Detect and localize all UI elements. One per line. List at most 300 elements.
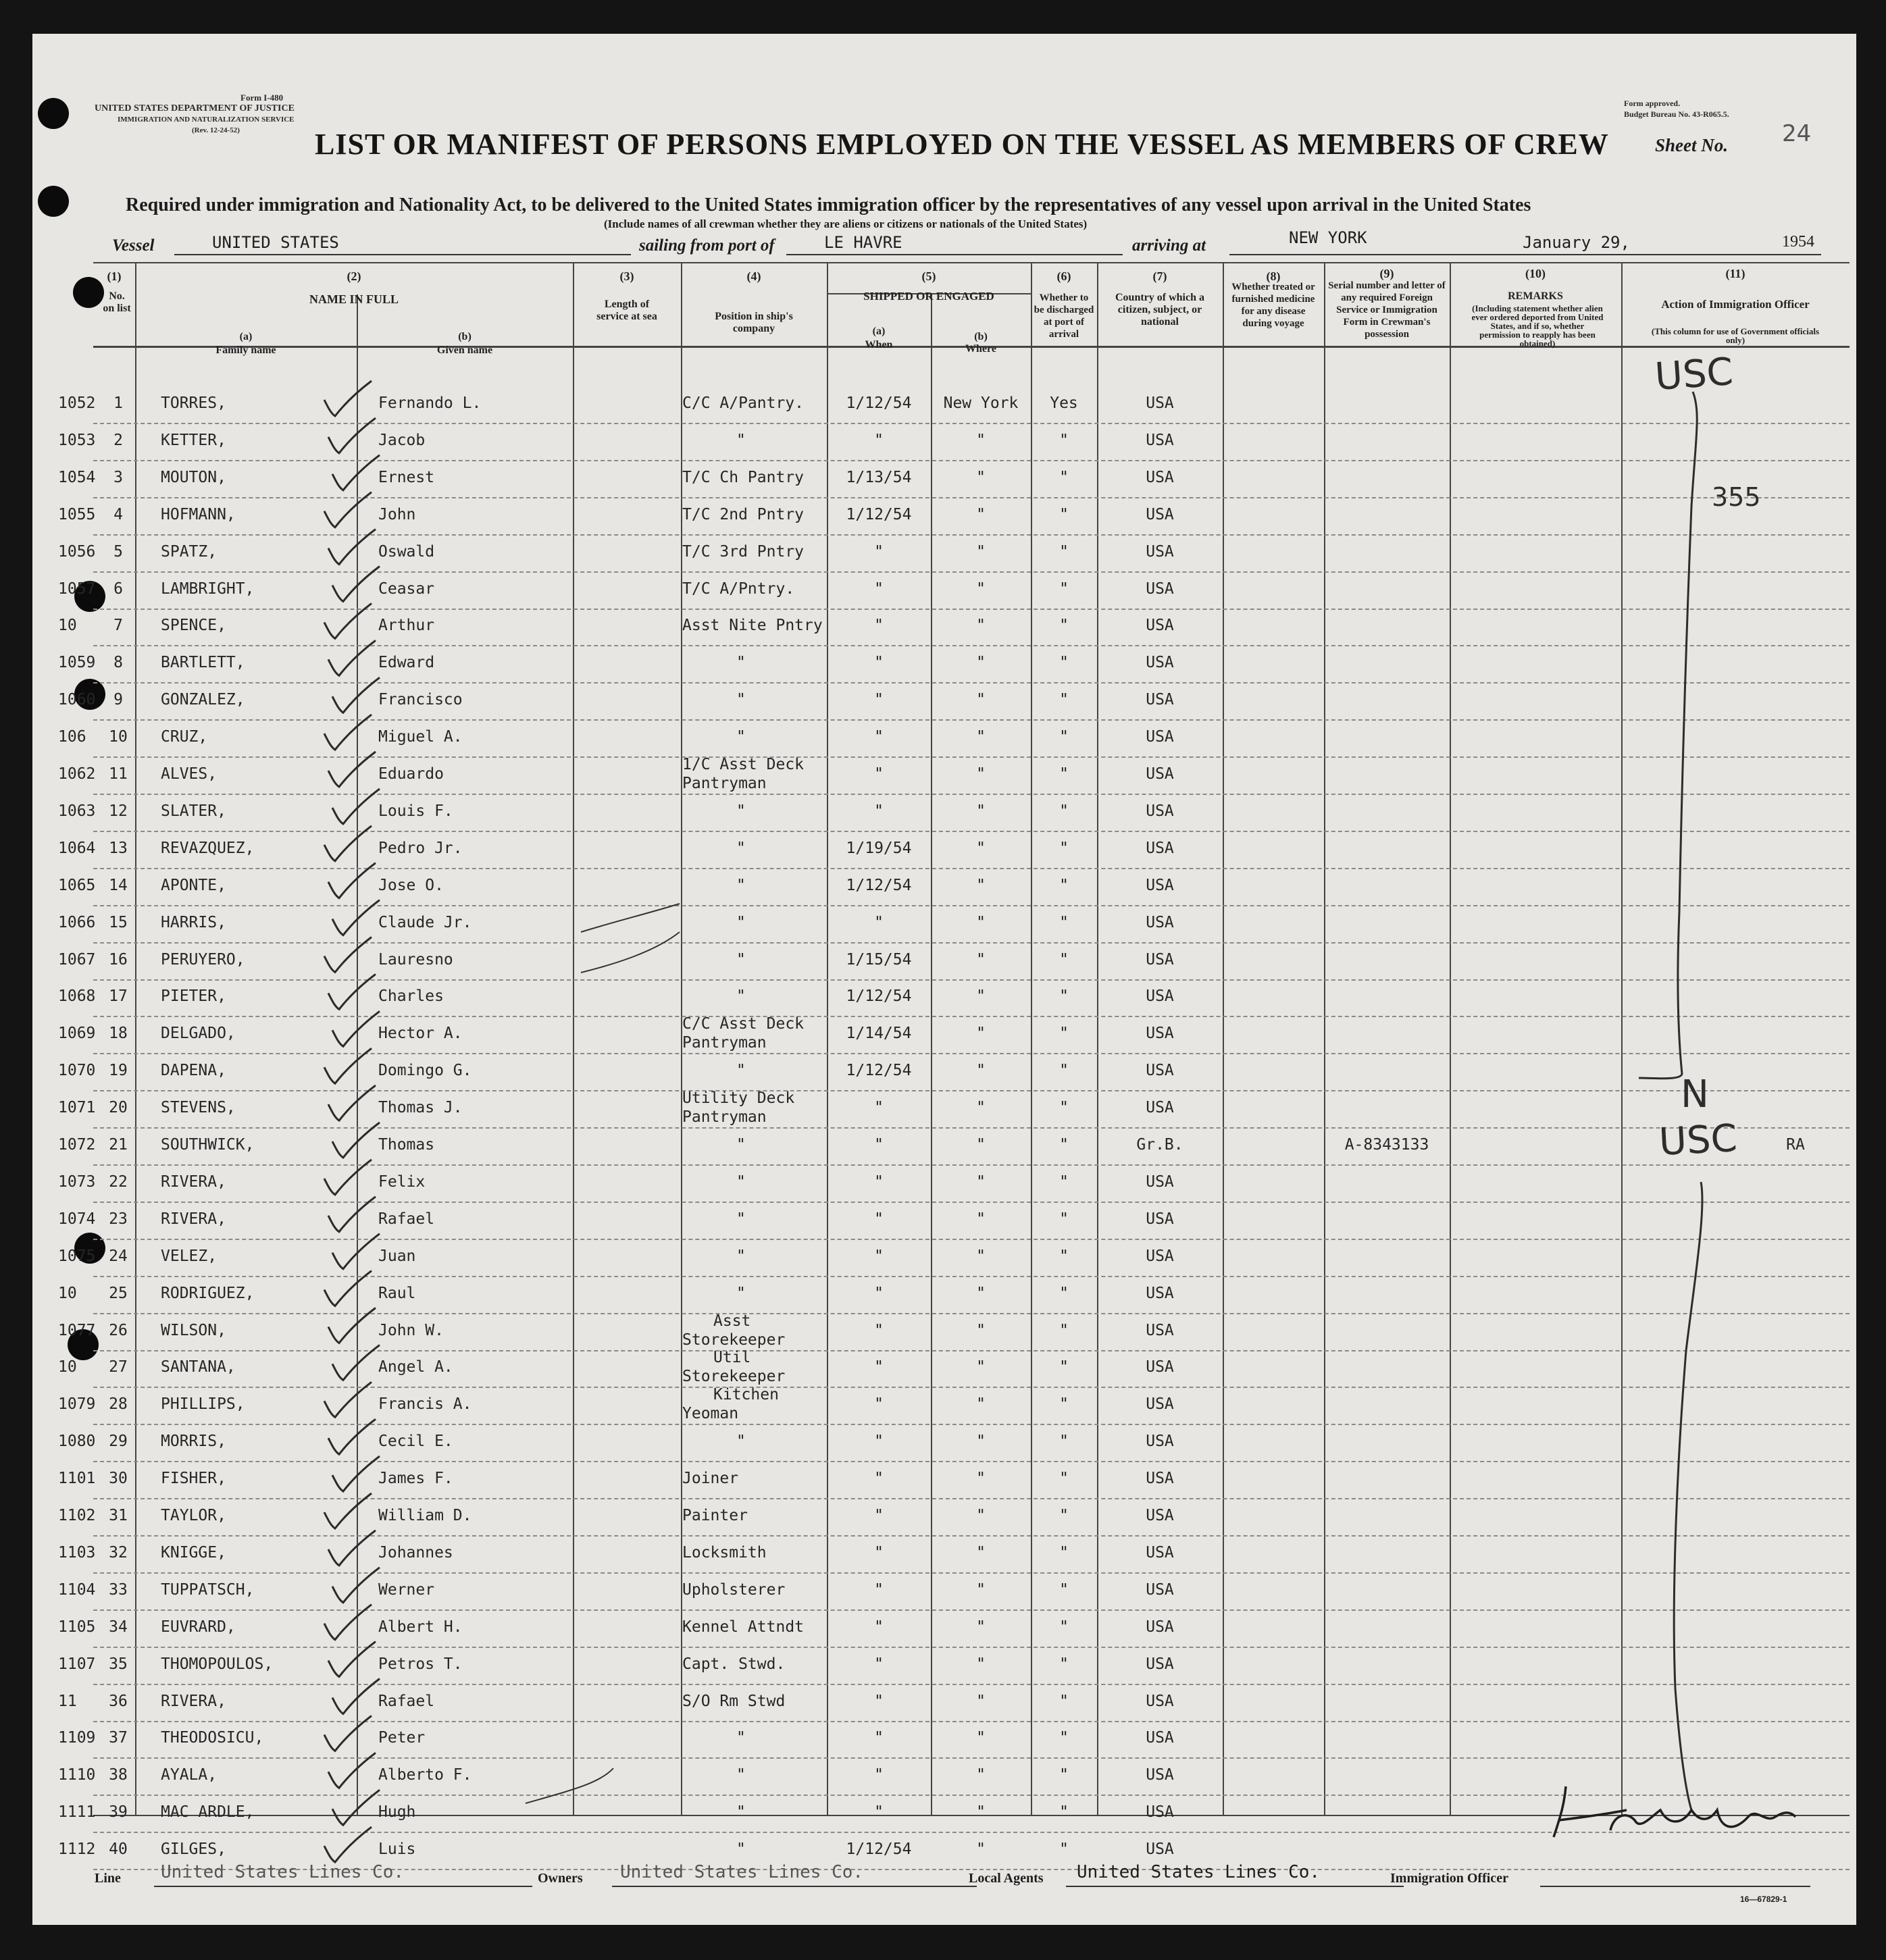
cell-ref: 1053 — [58, 431, 96, 449]
cell-family: SANTANA, — [161, 1358, 236, 1376]
cell-discharge: " — [1059, 1025, 1069, 1043]
cell-given: Oswald — [378, 542, 435, 561]
cell-country: USA — [1146, 617, 1174, 635]
cell-ref: 1104 — [58, 1580, 96, 1599]
cell-where: " — [976, 617, 986, 635]
check-mark — [324, 1160, 372, 1195]
cell-discharge: " — [1059, 691, 1069, 709]
cell-position: Painter — [682, 1507, 748, 1524]
cell-family: TORRES, — [161, 394, 226, 412]
arriving-label: arriving at — [1132, 236, 1206, 255]
col2-header: NAME IN FULL — [309, 292, 399, 306]
cell-position: " — [736, 913, 746, 931]
cell-position: " — [736, 1210, 746, 1228]
cell-country: USA — [1146, 950, 1174, 969]
cell-where: " — [976, 579, 986, 598]
cell-when: " — [874, 1766, 884, 1784]
cell-when: " — [874, 765, 884, 783]
cell-given: William D. — [378, 1507, 472, 1524]
cell-ref: 1102 — [58, 1507, 96, 1524]
cell-ref: 1059 — [58, 654, 96, 672]
cell-position: " — [736, 728, 746, 746]
cell-no: 17 — [109, 987, 128, 1006]
cell-when: " — [874, 1803, 884, 1822]
col8-header: Whether treated or furnished medicine for any disease during voyage — [1231, 282, 1315, 329]
cell-family: REVAZQUEZ, — [161, 839, 255, 857]
cell-discharge: " — [1059, 1062, 1069, 1080]
check-mark — [328, 1530, 376, 1566]
cell-where: " — [976, 1840, 986, 1859]
cell-no: 23 — [109, 1210, 128, 1228]
cell-given: Petros T. — [378, 1655, 463, 1673]
cell-no: 7 — [113, 617, 123, 635]
cell-family: DAPENA, — [161, 1062, 226, 1080]
cell-position: " — [736, 876, 746, 894]
cell-no: 2 — [113, 431, 123, 449]
cell-ref: 1072 — [58, 1136, 96, 1154]
check-mark — [324, 1716, 372, 1751]
cell-when: 1/14/54 — [846, 1025, 912, 1043]
check-mark — [328, 1197, 376, 1232]
cell-where: " — [976, 1803, 986, 1822]
cell-ref: 1101 — [58, 1470, 96, 1488]
cell-no: 40 — [109, 1840, 128, 1859]
cell-position: T/C A/Pntry. — [682, 579, 795, 598]
cell-when: " — [874, 1247, 884, 1265]
cell-position: Capt. Stwd. — [682, 1655, 786, 1673]
cell-no: 37 — [109, 1729, 128, 1747]
cell-country: USA — [1146, 1284, 1174, 1302]
cell-ref: 1075 — [58, 1247, 96, 1265]
cell-when: " — [874, 1543, 884, 1562]
cell-family: AYALA, — [161, 1766, 218, 1784]
check-mark — [328, 1085, 376, 1120]
cell-ref: 11 — [58, 1692, 77, 1710]
cell-country: Gr.B. — [1136, 1136, 1183, 1154]
cell-discharge: " — [1059, 468, 1069, 486]
cell-family: ALVES, — [161, 765, 218, 783]
cell-ref: 1110 — [58, 1766, 96, 1784]
cell-family: LAMBRIGHT, — [161, 579, 255, 598]
cell-given: Angel A. — [378, 1358, 453, 1376]
cell-when: " — [874, 579, 884, 598]
check-mark — [332, 1345, 380, 1380]
check-mark — [332, 900, 380, 935]
cell-no: 9 — [113, 691, 123, 709]
cell-ref: 1073 — [58, 1172, 96, 1191]
cell-no: 13 — [109, 839, 128, 857]
sailing-label: sailing from port of — [639, 236, 775, 255]
cell-given: Louis F. — [378, 802, 453, 820]
cell-when: " — [874, 654, 884, 672]
cell-where: " — [976, 1210, 986, 1228]
cell-country: USA — [1146, 468, 1174, 486]
departure-port: LE HAVRE — [824, 233, 902, 252]
cell-no: 27 — [109, 1358, 128, 1376]
check-mark — [324, 603, 372, 638]
cell-position: " — [736, 431, 746, 449]
cell-given: Fernando L. — [378, 394, 482, 412]
cell-family: WILSON, — [161, 1321, 226, 1339]
col1-header: No. on list — [103, 290, 131, 314]
cell-given: Cecil E. — [378, 1433, 453, 1451]
cell-position: " — [736, 1284, 746, 1302]
check-mark — [328, 1308, 376, 1343]
cell-where: " — [976, 691, 986, 709]
cell-when: " — [874, 1172, 884, 1191]
cell-discharge: " — [1059, 579, 1069, 598]
sheet-number: 24 — [1782, 120, 1812, 147]
owners-company: United States Lines Co. — [620, 1862, 864, 1882]
cell-family: THOMOPOULOS, — [161, 1655, 274, 1673]
cell-country: USA — [1146, 1321, 1174, 1339]
cell-when: 1/12/54 — [846, 987, 912, 1006]
cell-where: " — [976, 1729, 986, 1747]
cell-family: MORRIS, — [161, 1433, 226, 1451]
cell-discharge: " — [1059, 1470, 1069, 1488]
cell-family: SPATZ, — [161, 542, 218, 561]
cell-where: " — [976, 1618, 986, 1636]
cell-no: 18 — [109, 1025, 128, 1043]
check-mark — [324, 937, 372, 973]
cell-ref: 1067 — [58, 950, 96, 969]
check-mark — [324, 1605, 372, 1640]
cell-ref: 1068 — [58, 987, 96, 1006]
cell-no: 35 — [109, 1655, 128, 1673]
cell-discharge: " — [1059, 950, 1069, 969]
cell-ref: 1069 — [58, 1025, 96, 1043]
cell-discharge: " — [1059, 1321, 1069, 1339]
cell-given: Juan — [378, 1247, 416, 1265]
vessel-label: Vessel — [112, 236, 155, 255]
cell-where: " — [976, 1321, 986, 1339]
cell-family: RIVERA, — [161, 1172, 226, 1191]
cell-family: RODRIGUEZ, — [161, 1284, 255, 1302]
cell-discharge: " — [1059, 431, 1069, 449]
cell-discharge: " — [1059, 1395, 1069, 1414]
cell-family: TUPPATSCH, — [161, 1580, 255, 1599]
cell-no: 29 — [109, 1433, 128, 1451]
col11-header: Action of Immigration Officer — [1661, 298, 1810, 311]
handwriting-overlay — [32, 34, 1856, 1925]
check-mark — [332, 1456, 380, 1491]
cell-family: MOUTON, — [161, 468, 226, 486]
cell-no: 8 — [113, 654, 123, 672]
check-mark — [332, 1011, 380, 1046]
cell-country: USA — [1146, 1655, 1174, 1673]
cell-country: USA — [1146, 1580, 1174, 1599]
cell-where: " — [976, 1580, 986, 1599]
cell-when: 1/12/54 — [846, 394, 912, 412]
check-mark — [324, 826, 372, 861]
cell-no: 4 — [113, 505, 123, 523]
cell-discharge: " — [1059, 1136, 1069, 1154]
cell-ref: 1103 — [58, 1543, 96, 1562]
cell-given: Ernest — [378, 468, 435, 486]
cell-no: 15 — [109, 913, 128, 931]
cell-given: Luis — [378, 1840, 416, 1859]
cell-discharge: " — [1059, 1766, 1069, 1784]
cell-given: Werner — [378, 1580, 435, 1599]
manifest-page — [32, 34, 1856, 1925]
cell-ref: 1105 — [58, 1618, 96, 1636]
cell-when: " — [874, 1321, 884, 1339]
cell-where: " — [976, 1062, 986, 1080]
cell-no: 6 — [113, 579, 123, 598]
cell-given: Rafael — [378, 1692, 435, 1710]
cell-when: " — [874, 1284, 884, 1302]
col1-number: (1) — [107, 269, 122, 283]
cell-ref: 1056 — [58, 542, 96, 561]
check-mark — [328, 1419, 376, 1454]
action-count: 355 — [1712, 482, 1761, 512]
cell-country: USA — [1146, 431, 1174, 449]
check-mark — [328, 530, 376, 565]
check-mark — [332, 1123, 380, 1158]
cell-discharge: " — [1059, 505, 1069, 523]
cell-position: " — [736, 1172, 746, 1191]
cell-position: " — [736, 1062, 746, 1080]
cell-given: Rafael — [378, 1210, 435, 1228]
cell-discharge: " — [1059, 1507, 1069, 1524]
cell-where: " — [976, 765, 986, 783]
cell-given: Thomas — [378, 1136, 435, 1154]
cell-given: Charles — [378, 987, 444, 1006]
cell-given: John — [378, 505, 416, 523]
cell-position: C/C A/Pantry. — [682, 394, 805, 412]
check-mark — [328, 752, 376, 787]
form-approved: Form approved. — [1624, 99, 1681, 108]
cell-position-line: Storekeeper — [682, 1368, 786, 1386]
line-company: United States Lines Co. — [161, 1862, 405, 1882]
check-mark — [332, 1790, 380, 1825]
cell-ref: 1054 — [58, 468, 96, 486]
cell-given: Raul — [378, 1284, 416, 1302]
col2b-letter: (b) — [458, 331, 472, 342]
cell-where: " — [976, 505, 986, 523]
cell-where: " — [976, 1395, 986, 1414]
cell-ref: 10 — [58, 1358, 77, 1376]
cell-where: " — [976, 654, 986, 672]
cell-ref: 1064 — [58, 839, 96, 857]
cell-discharge: " — [1059, 1618, 1069, 1636]
cell-given: Alberto F. — [378, 1766, 472, 1784]
cell-discharge: " — [1059, 1692, 1069, 1710]
cell-when: " — [874, 1507, 884, 1524]
agents-label: Local Agents — [969, 1871, 1044, 1886]
cell-family: GONZALEZ, — [161, 691, 245, 709]
check-mark — [332, 1234, 380, 1269]
cell-given: Jose O. — [378, 876, 444, 894]
cell-action: RA — [1786, 1136, 1805, 1154]
cell-no: 31 — [109, 1507, 128, 1524]
col10-number: (10) — [1525, 267, 1546, 280]
cell-position-line: Util — [713, 1349, 751, 1367]
requirement-statement: Required under immigration and Nationality Act, to be delivered to the United States immigration officer by the representatives of any vessel upon arrival in the United States — [126, 195, 1531, 215]
cell-family: TAYLOR, — [161, 1507, 226, 1524]
cell-given: Ceasar — [378, 579, 435, 598]
check-mark — [332, 455, 380, 490]
check-mark — [328, 863, 376, 898]
cell-position: S/O Rm Stwd — [682, 1692, 786, 1710]
col2b-header: Given name — [436, 344, 493, 356]
col6-number: (6) — [1056, 269, 1071, 283]
cell-ref: 1111 — [58, 1803, 96, 1822]
col8-number: (8) — [1266, 269, 1281, 283]
cell-position-line: Yeoman — [682, 1405, 739, 1423]
cell-ref: 106 — [58, 728, 86, 746]
cell-ref: 1112 — [58, 1840, 96, 1859]
cell-no: 11 — [109, 765, 128, 783]
cell-when: " — [874, 728, 884, 746]
cell-where: " — [976, 1358, 986, 1376]
cell-discharge: " — [1059, 617, 1069, 635]
cell-serial: A-8343133 — [1344, 1136, 1429, 1154]
cell-when: " — [874, 617, 884, 635]
cell-discharge: " — [1059, 1099, 1069, 1117]
cell-family: DELGADO, — [161, 1025, 236, 1043]
cell-discharge: Yes — [1050, 394, 1078, 412]
cell-where: " — [976, 802, 986, 820]
cell-given: Domingo G. — [378, 1062, 472, 1080]
cell-given: Peter — [378, 1729, 426, 1747]
cell-no: 10 — [109, 728, 128, 746]
check-mark — [324, 715, 372, 750]
cell-where: " — [976, 950, 986, 969]
cell-ref: 10 — [58, 617, 77, 635]
cell-country: USA — [1146, 876, 1174, 894]
cell-given: Albert H. — [378, 1618, 463, 1636]
col5-title: SHIPPED OR ENGAGED — [863, 290, 994, 303]
cell-no: 24 — [109, 1247, 128, 1265]
cell-ref: 1057 — [58, 579, 96, 598]
check-mark — [324, 381, 372, 416]
cell-no: 30 — [109, 1470, 128, 1488]
cell-where: " — [976, 468, 986, 486]
cell-family: MAC ARDLE, — [161, 1803, 255, 1822]
action-usc-1: USC — [1653, 350, 1735, 399]
bracket-line — [1639, 392, 1697, 1079]
cell-country: USA — [1146, 654, 1174, 672]
col5b-header: Where — [965, 343, 996, 355]
cell-country: USA — [1146, 1766, 1174, 1784]
cell-ref: 1109 — [58, 1729, 96, 1747]
check-mark — [328, 418, 376, 453]
cell-family: CRUZ, — [161, 728, 208, 746]
cell-country: USA — [1146, 505, 1174, 523]
cell-no: 28 — [109, 1395, 128, 1414]
cell-family: RIVERA, — [161, 1692, 226, 1710]
cell-country: USA — [1146, 1247, 1174, 1265]
check-mark — [332, 1679, 380, 1714]
cell-ref: 1063 — [58, 802, 96, 820]
form-number: Form I-480 — [240, 93, 284, 103]
cell-when: " — [874, 802, 884, 820]
cell-position: " — [736, 1840, 746, 1859]
cell-when: 1/12/54 — [846, 1062, 912, 1080]
cell-when: " — [874, 1395, 884, 1414]
col2-number: (2) — [347, 269, 361, 283]
col5a-header: When — [865, 339, 893, 351]
col5a-letter: (a) — [872, 326, 886, 337]
cell-family: PIETER, — [161, 987, 226, 1006]
cell-where: " — [976, 1507, 986, 1524]
cell-position: " — [736, 1803, 746, 1822]
cell-ref: 1074 — [58, 1210, 96, 1228]
cell-country: USA — [1146, 1099, 1174, 1117]
col9-header: Serial number and letter of any required Foreign Service or Immigration Form in Crewman's possession — [1328, 280, 1446, 340]
cell-discharge: " — [1059, 542, 1069, 561]
cell-country: USA — [1146, 394, 1174, 412]
cell-given: Edward — [378, 654, 435, 672]
cell-no: 21 — [109, 1136, 128, 1154]
cell-position-line: Storekeeper — [682, 1331, 786, 1349]
check-mark — [332, 677, 380, 713]
cell-position: Upholsterer — [682, 1580, 786, 1599]
cell-no: 14 — [109, 876, 128, 894]
cell-where: " — [976, 542, 986, 561]
cell-ref: 1066 — [58, 913, 96, 931]
cell-ref: 1080 — [58, 1433, 96, 1451]
owners-label: Owners — [538, 1871, 583, 1886]
cell-when: " — [874, 1729, 884, 1747]
cell-family: APONTE, — [161, 876, 226, 894]
cell-country: USA — [1146, 1025, 1174, 1043]
col6-header: Whether to be discharged at port of arrival — [1034, 292, 1094, 340]
cell-position: Locksmith — [682, 1543, 767, 1562]
cell-ref: 1070 — [58, 1062, 96, 1080]
cell-no: 32 — [109, 1543, 128, 1562]
check-mark — [332, 1568, 380, 1603]
cell-given: John W. — [378, 1321, 444, 1339]
cell-discharge: " — [1059, 728, 1069, 746]
cell-no: 19 — [109, 1062, 128, 1080]
bracket-line — [1674, 1182, 1702, 1810]
cell-discharge: " — [1059, 1543, 1069, 1562]
cell-discharge: " — [1059, 1655, 1069, 1673]
cell-when: " — [874, 431, 884, 449]
cell-position: " — [736, 1433, 746, 1451]
col5b-letter: (b) — [974, 331, 988, 342]
cell-where: " — [976, 431, 986, 449]
cell-country: USA — [1146, 1358, 1174, 1376]
cell-given: Lauresno — [378, 950, 453, 969]
cell-discharge: " — [1059, 802, 1069, 820]
year-prefix: 195 — [1782, 233, 1806, 251]
cell-given: Thomas J. — [378, 1099, 463, 1117]
cell-no: 34 — [109, 1618, 128, 1636]
col4-header: Position in ship's company — [715, 311, 793, 334]
cell-position-line: 1/C Asst Deck — [682, 756, 805, 773]
cell-discharge: " — [1059, 1580, 1069, 1599]
cell-given: Francis A. — [378, 1395, 472, 1414]
cell-given: Arthur — [378, 617, 435, 635]
cell-discharge: " — [1059, 765, 1069, 783]
check-mark — [324, 1493, 372, 1528]
cell-position: Kennel Attndt — [682, 1618, 805, 1636]
cell-position-line: Pantryman — [682, 1034, 767, 1052]
cell-country: USA — [1146, 802, 1174, 820]
cell-family: RIVERA, — [161, 1210, 226, 1228]
check-mark — [332, 567, 380, 602]
cell-discharge: " — [1059, 839, 1069, 857]
cell-position: " — [736, 1247, 746, 1265]
cell-when: " — [874, 1210, 884, 1228]
arrival-port: NEW YORK — [1289, 228, 1367, 247]
cell-given: Hector A. — [378, 1025, 463, 1043]
cell-position: " — [736, 654, 746, 672]
check-mark — [328, 640, 376, 675]
